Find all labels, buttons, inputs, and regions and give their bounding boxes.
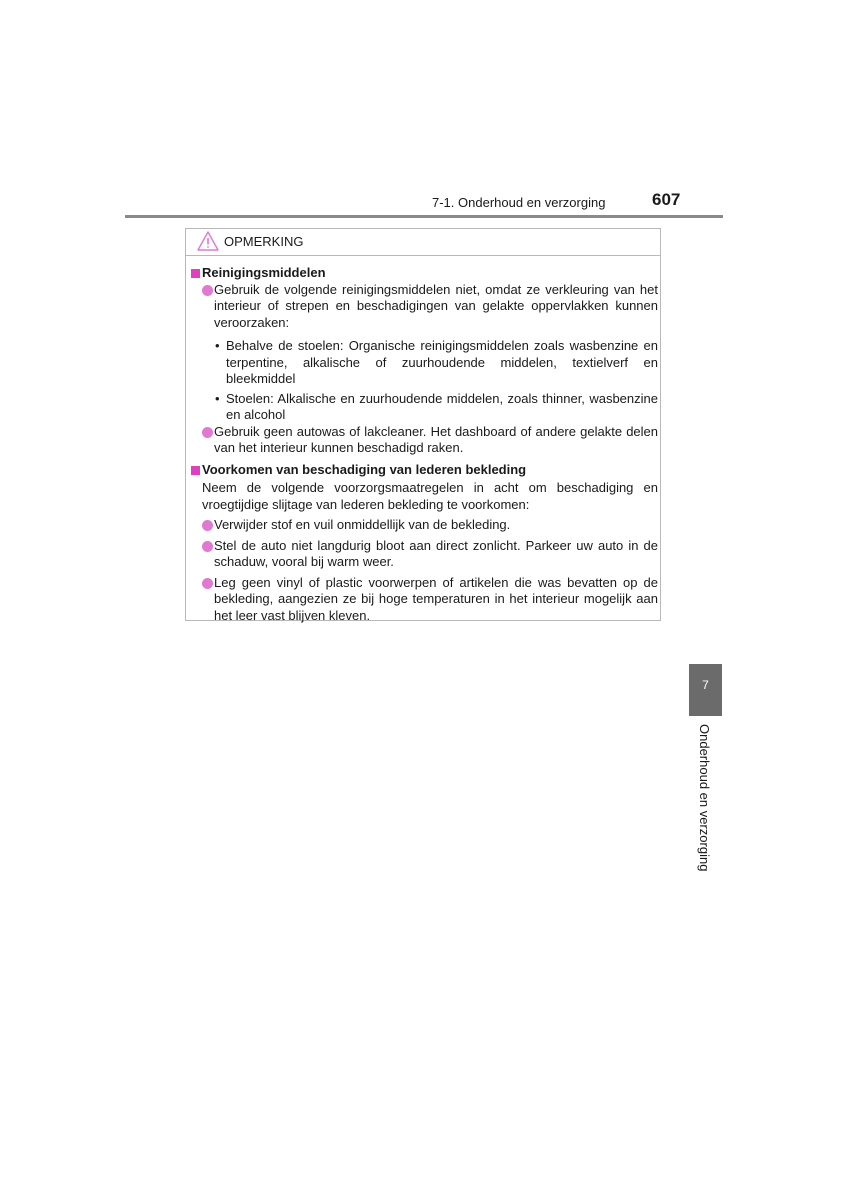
bullet-dot-icon: [202, 520, 213, 531]
notice-box: [185, 228, 661, 621]
bullet-item: Leg geen vinyl of plastic voorwerpen of artikelen die was bevatten op de bekleding, aangezien ze bij hoge temperaturen in het interieur mogelijk aan het leer vast blijven kleven.: [189, 575, 658, 625]
section-heading: Voorkomen van beschadiging van lederen bekleding: [189, 462, 658, 479]
bullet-point-icon: •: [215, 390, 220, 406]
bullet-dot-icon: [202, 541, 213, 552]
square-marker-icon: [191, 466, 200, 475]
bullet-item: Verwijder stof en vuil onmiddellijk van de bekleding.: [189, 517, 658, 534]
square-marker-icon: [191, 269, 200, 278]
sub-item: • Stoelen: Alkalische en zuurhoudende middelen, zoals thinner, wasbenzine en alcohol: [215, 390, 658, 422]
bullet-dot-icon: [202, 285, 213, 296]
chapter-side-label: Onderhoud en verzorging: [697, 724, 712, 872]
bullet-dot-icon: [202, 427, 213, 438]
bullet-item: Gebruik de volgende reinigingsmiddelen niet, omdat ze verkleuring van het interieur of strepen en beschadigingen van gelakte oppervlakken kunnen veroorzaken:: [189, 282, 658, 332]
notice-header: [186, 229, 660, 256]
chapter-number: 7: [702, 678, 709, 692]
notice-body: [189, 265, 658, 624]
bullet-point-icon: •: [215, 338, 220, 353]
bullet-item: Stel de auto niet langdurig bloot aan direct zonlicht. Parkeer uw auto in de schaduw, vooral bij warm weer.: [189, 538, 658, 571]
section-intro: Neem de volgende voorzorgsmaatregelen in acht om beschadiging en vroegtijdige slijtage van lederen bekleding te voorkomen:: [202, 480, 658, 512]
section-heading: Reinigingsmiddelen: [189, 265, 658, 282]
warning-triangle-icon: [197, 231, 219, 251]
sub-item: • Behalve de stoelen: Organische reinigingsmiddelen zoals wasbenzine en terpentine, alkalische of zuurhoudende middelen, textielverf en bleekmiddel: [215, 338, 658, 386]
bullet-item: Gebruik geen autowas of lakcleaner. Het dashboard of andere gelakte delen van het interieur kunnen beschadigd raken.: [189, 424, 658, 457]
section-title: 7-1. Onderhoud en verzorging: [432, 195, 606, 210]
notice-title: OPMERKING: [224, 234, 304, 249]
header-divider: [125, 215, 723, 218]
chapter-tab: [689, 664, 722, 716]
bullet-dot-icon: [202, 578, 213, 589]
page-number: 607: [652, 190, 681, 209]
